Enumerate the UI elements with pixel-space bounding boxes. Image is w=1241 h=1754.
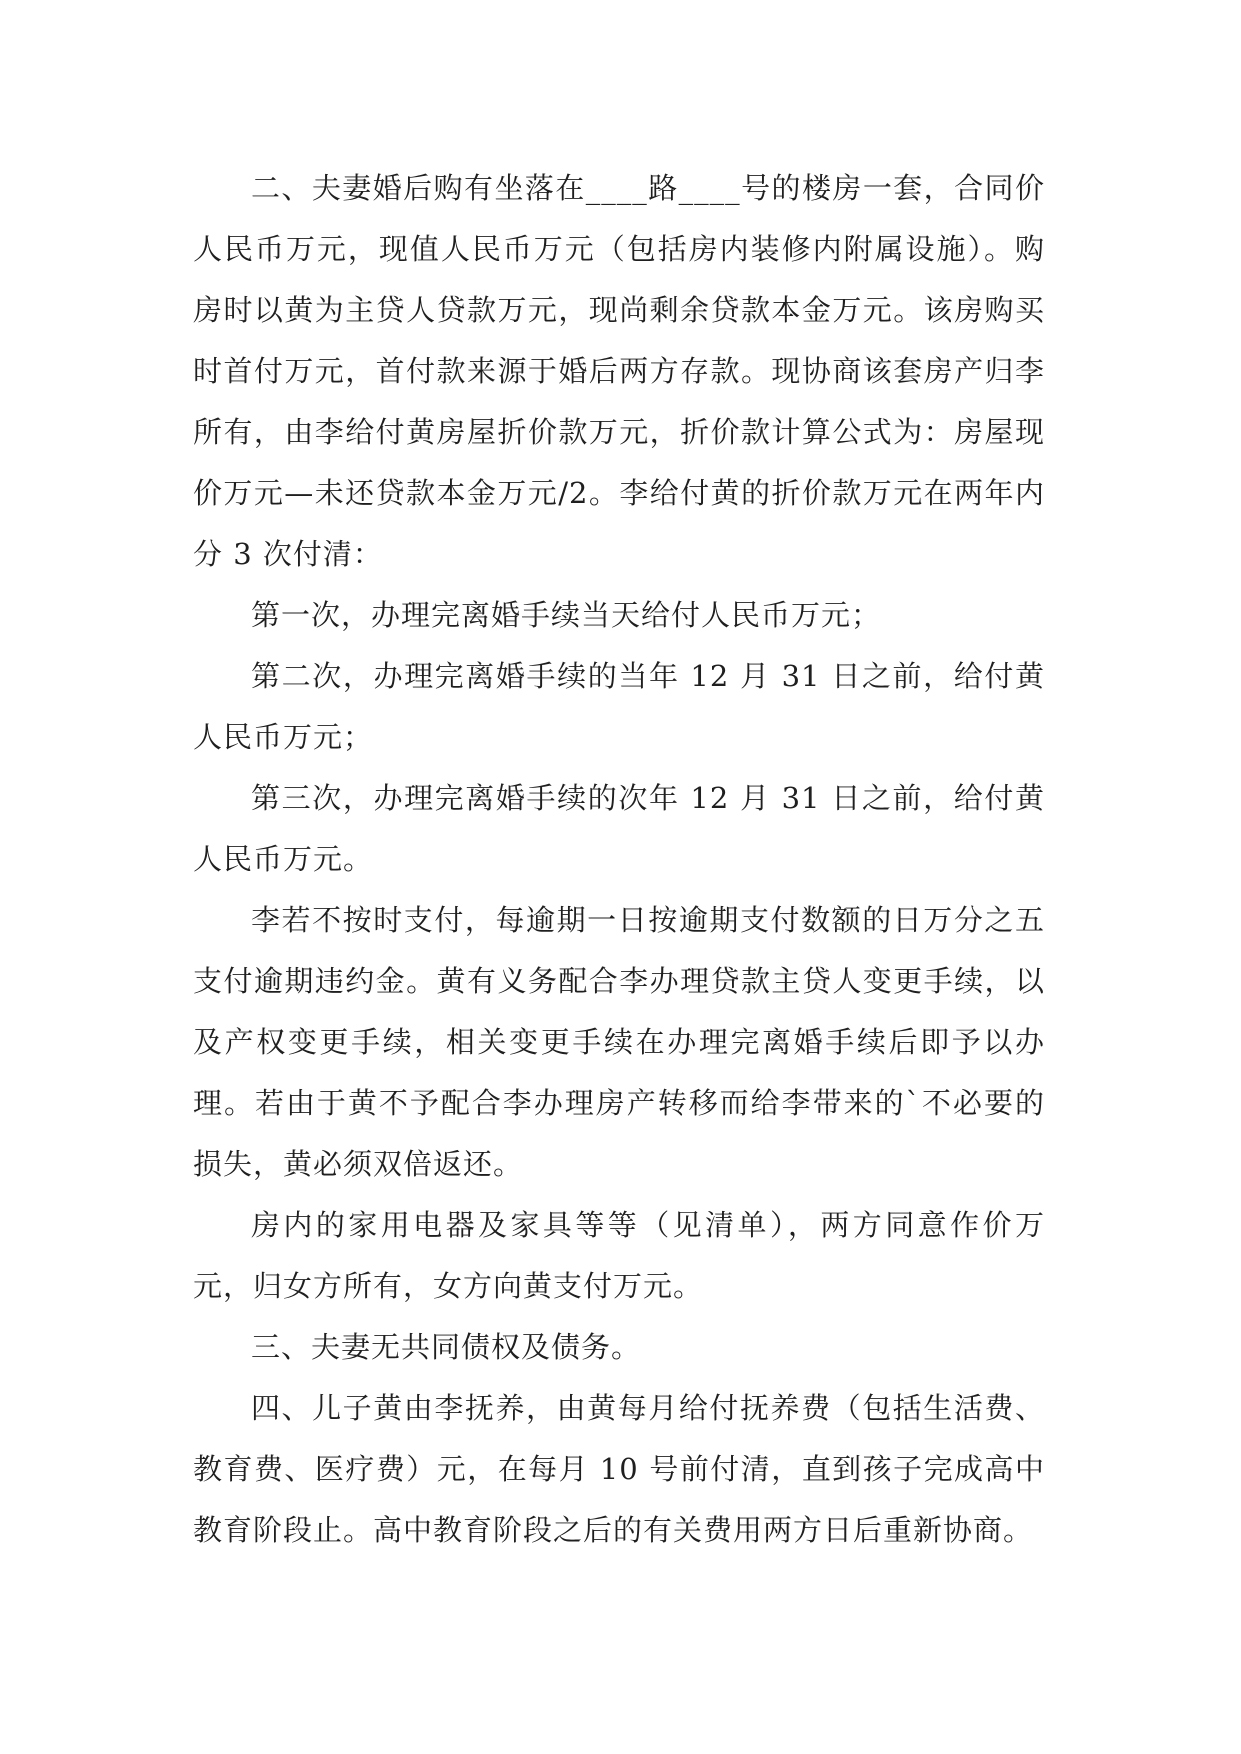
- paragraph-third-payment: 第三次，办理完离婚手续的次年 12 月 31 日之前，给付黄人民币万元。: [193, 781, 1045, 876]
- document-body: [193, 158, 1045, 1561]
- paragraph-second-payment: 第二次，办理完离婚手续的当年 12 月 31 日之前，给付黄人民币万元；: [193, 659, 1045, 754]
- paragraph-first-payment: 第一次，办理完离婚手续当天给付人民币万元；: [251, 598, 882, 632]
- paragraph-debts: 三、夫妻无共同债权及债务。: [251, 1330, 642, 1364]
- paragraph-child-support: 四、儿子黄由李抚养，由黄每月给付抚养费（包括生活费、教育费、医疗费）元，在每月 10 号前付清，直到孩子完成高中教育阶段止。高中教育阶段之后的有关费用两方日后重新协商。: [193, 1391, 1045, 1547]
- paragraph-property-house: 二、夫妻婚后购有坐落在____路____号的楼房一套，合同价人民币万元，现值人民币万元（包括房内装修内附属设施）。购房时以黄为主贷人贷款万元，现尚剩余贷款本金万元。该房购买时首付万元，首付款来源于婚后两方存款。现协商该套房产归李所有，由李给付黄房屋折价款万元，折价款计算公式为：房屋现价万元—未还贷款本金万元/2。李给付黄的折价款万元在两年内分 3 次付清：: [193, 171, 1045, 571]
- paragraph-late-penalty: 李若不按时支付，每逾期一日按逾期支付数额的日万分之五支付逾期违约金。黄有义务配合李办理贷款主贷人变更手续，以及产权变更手续，相关变更手续在办理完离婚手续后即予以办理。若由于黄不予配合李办理房产转移而给李带来的`不必要的损失，黄必须双倍返还。: [193, 903, 1045, 1181]
- paragraph-appliances: 房内的家用电器及家具等等（见清单），两方同意作价万元，归女方所有，女方向黄支付万元。: [193, 1208, 1045, 1303]
